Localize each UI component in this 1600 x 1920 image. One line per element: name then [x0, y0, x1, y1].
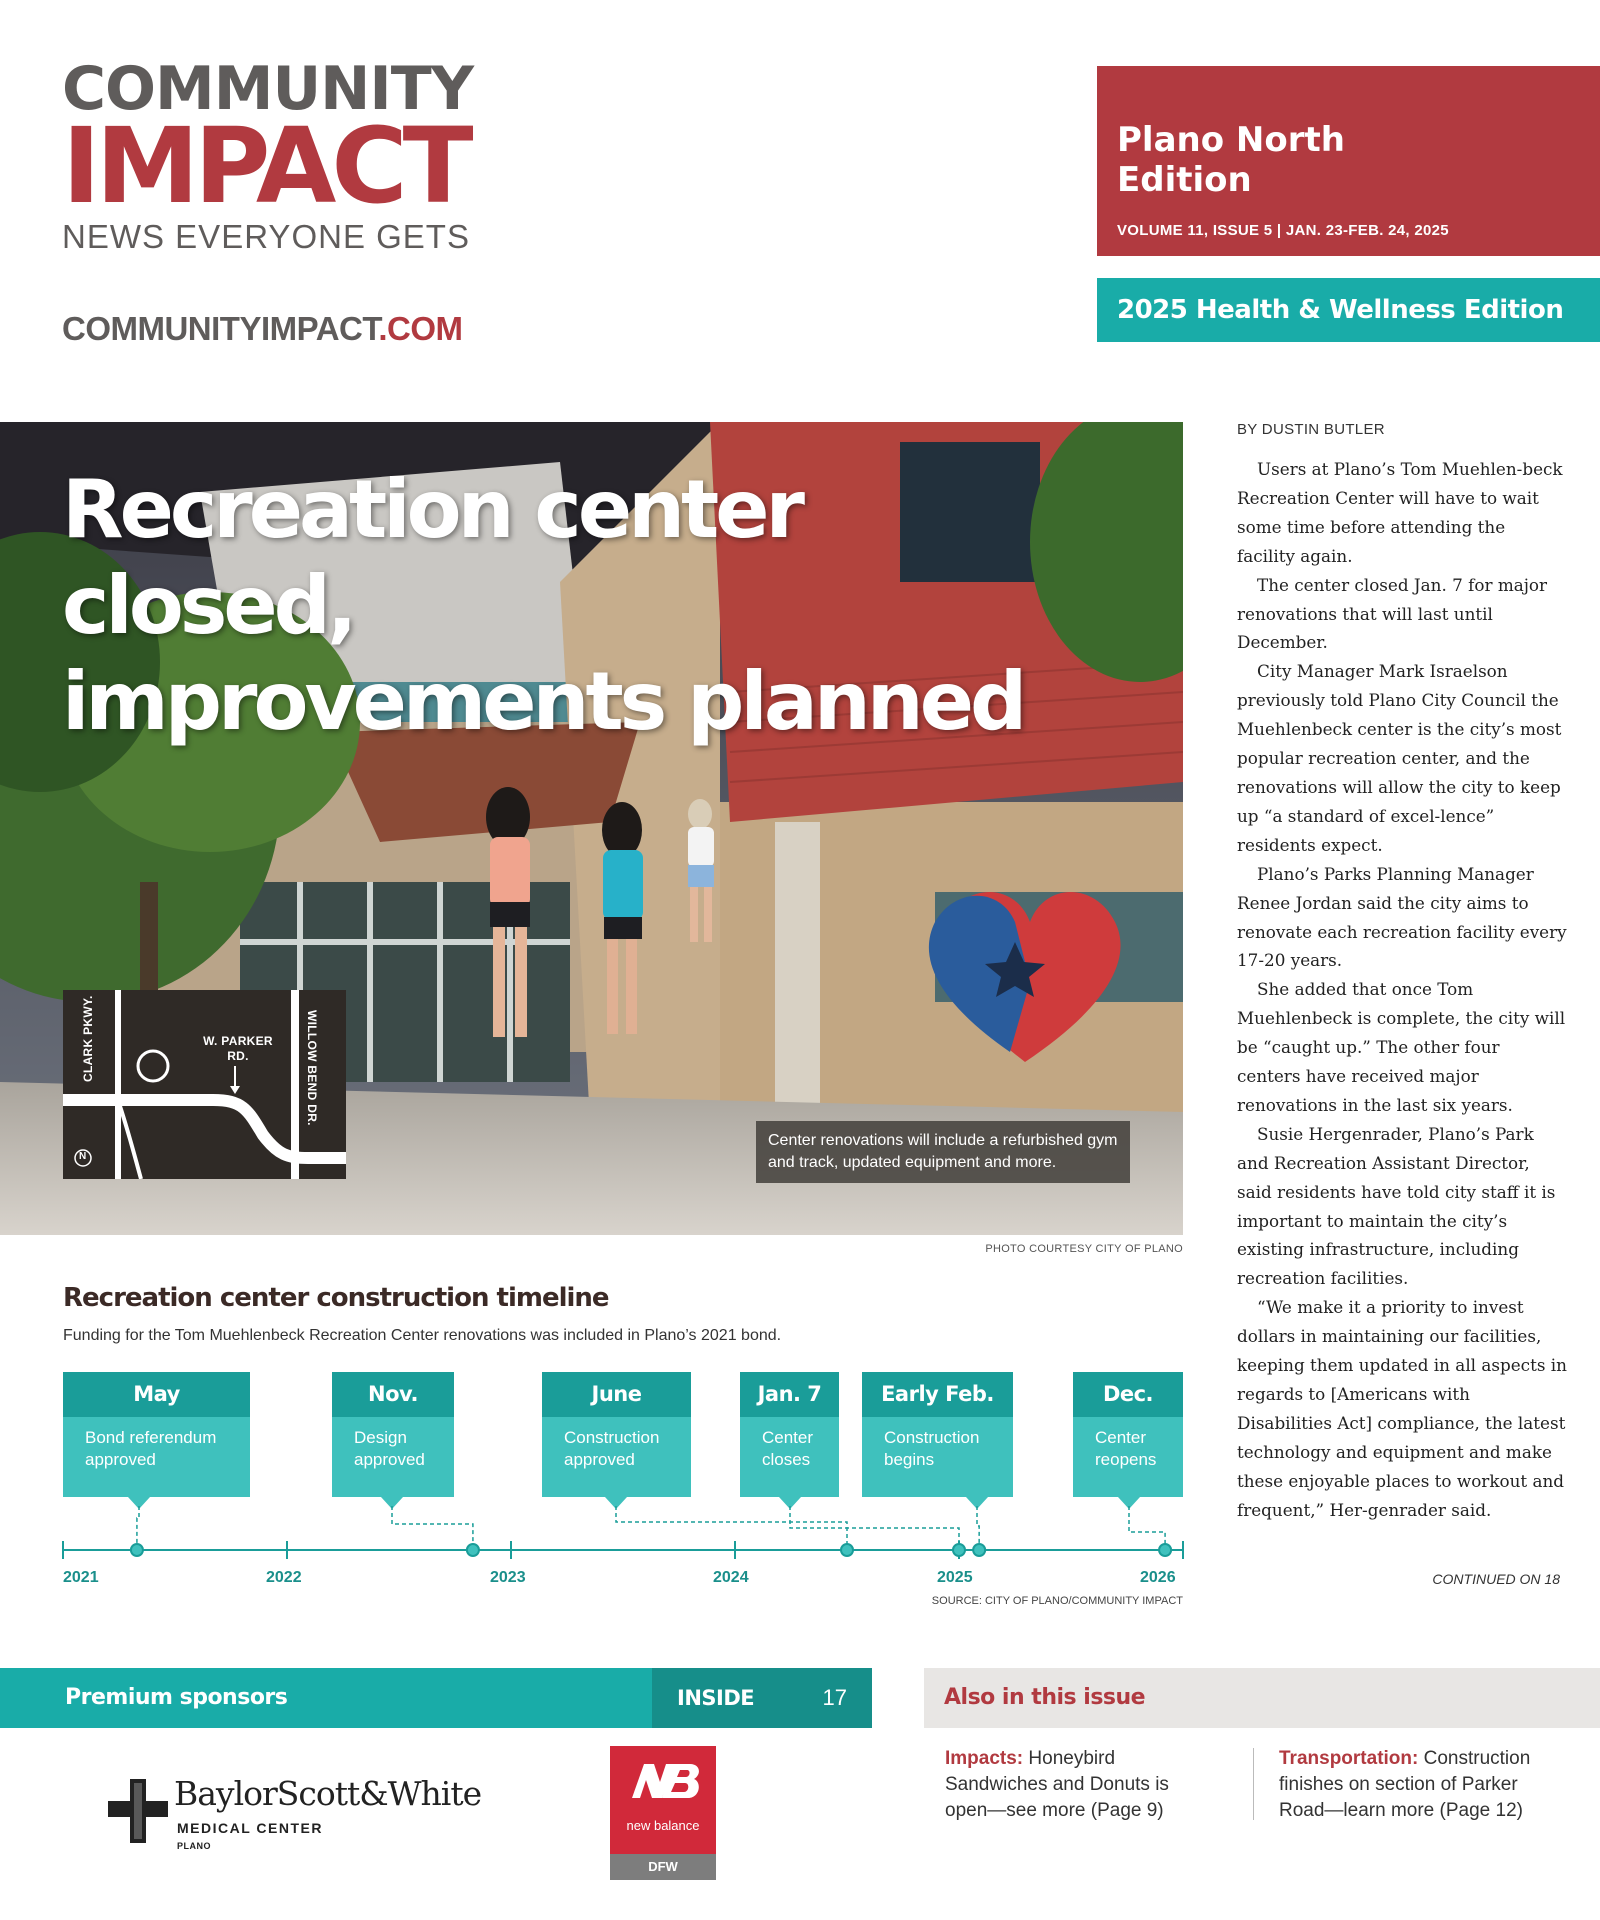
byline: BY DUSTIN BUTLER [1237, 421, 1385, 438]
photo-caption: Center renovations will include a refurbished gym and track, updated equipment and more. [756, 1121, 1130, 1183]
edition-issue: VOLUME 11, ISSUE 5 | JAN. 23-FEB. 24, 2025 [1117, 222, 1449, 239]
article-body [1237, 455, 1567, 1525]
timeline-event-month: Dec. [1073, 1372, 1183, 1417]
site-url-tld: .COM [378, 310, 463, 347]
timeline-event-may [63, 1372, 250, 1497]
baylor-scott-white-logo[interactable] [108, 1774, 482, 1864]
also-item-keyword: Impacts: [945, 1748, 1024, 1769]
timeline-event-dec [1073, 1372, 1183, 1497]
headline-line-1: Recreation center closed, [62, 463, 801, 652]
timeline-event-marker [973, 1544, 985, 1556]
timeline-event-marker [131, 1544, 143, 1556]
timeline-event-desc: Construction approved [564, 1428, 660, 1469]
map-label-willow-bend-dr: WILLOW BEND DR. [305, 1010, 319, 1126]
bsw-location: PLANO [177, 1841, 211, 1851]
timeline-year-2023: 2023 [490, 1569, 526, 1586]
community-impact-logo[interactable] [62, 54, 492, 256]
timeline-event-month: Jan. 7 [740, 1372, 839, 1417]
also-in-this-issue-title: Also in this issue [944, 1685, 1146, 1710]
inside-page-number: 17 [822, 1685, 847, 1710]
logo-tagline: NEWS EVERYONE GETS [62, 218, 470, 255]
bsw-name: BaylorScott&White [174, 1774, 482, 1813]
new-balance-name: new balance [626, 1818, 700, 1833]
new-balance-badge [610, 1746, 716, 1854]
also-divider [1253, 1748, 1254, 1820]
also-item-transportation[interactable] [1279, 1746, 1539, 1824]
timeline-source: SOURCE: CITY OF PLANO/COMMUNITY IMPACT [931, 1595, 1183, 1607]
also-in-this-issue-bar [924, 1668, 1600, 1728]
photo-credit: PHOTO COURTESY CITY OF PLANO [985, 1243, 1183, 1255]
article-paragraph: She added that once Tom Muehlenbeck is complete, the city will be “caught up.” The other four centers have received major renovations in the last six years. [1237, 979, 1566, 1115]
logo-impact-text: IMPACT [62, 105, 469, 227]
edition-name: Plano North Edition [1117, 120, 1345, 200]
timeline-year-2022: 2022 [266, 1569, 302, 1586]
timeline-year-2024: 2024 [713, 1569, 749, 1586]
timeline-year-2026: 2026 [1140, 1569, 1176, 1586]
timeline-event-desc: Bond referendum approved [85, 1428, 217, 1469]
timeline-event-month: May [63, 1372, 250, 1417]
new-balance-logo[interactable] [610, 1746, 716, 1880]
inside-label: INSIDE [677, 1686, 755, 1710]
logo-community-text: COMMUNITY [62, 54, 474, 124]
timeline-axis [63, 1510, 1183, 1570]
timeline-event-marker [953, 1544, 965, 1556]
headline [62, 462, 1112, 750]
headline-line-2: improvements planned [62, 655, 1024, 748]
site-url-main: COMMUNITYIMPACT [62, 310, 379, 347]
site-url-link[interactable] [62, 310, 463, 348]
continued-link[interactable]: CONTINUED ON 18 [1432, 1571, 1560, 1587]
timeline-event-desc: Construction begins [884, 1428, 980, 1469]
also-item-text: Construction finishes on section of Parker Road—learn more (Page 12) [1279, 1748, 1531, 1821]
article-paragraph: Users at Plano’s Tom Muehlen-beck Recreation Center will have to wait some time before attending the facility again. [1237, 459, 1563, 566]
timeline-event-desc: Design approved [354, 1428, 425, 1469]
map-north-icon: N [79, 1151, 87, 1162]
article-paragraph: Susie Hergenrader, Plano’s Park and Recreation Assistant Director, said residents have told city staff it is important to maintain the city’s existing infrastructure, including recreation facilities. [1237, 1123, 1556, 1289]
also-item-text: Honeybird Sandwiches and Donuts is open—see more (Page 9) [945, 1748, 1169, 1821]
special-edition-banner: 2025 Health & Wellness Edition [1097, 278, 1600, 342]
timeline-event-desc: Center closes [762, 1428, 814, 1469]
timeline-event-month: Early Feb. [862, 1372, 1013, 1417]
map-label-clark-pkwy: CLARK PKWY. [81, 995, 95, 1082]
map-label-w-parker-rd: W. PARKER RD. [203, 1034, 273, 1063]
bsw-subtitle: MEDICAL CENTER [177, 1820, 323, 1836]
timeline-title: Recreation center construction timeline [63, 1283, 609, 1313]
timeline-connector [790, 1506, 959, 1550]
article-paragraph: City Manager Mark Israelson previously told Plano City Council the Muehlenbeck center is the city’s most popular recreation center, and the renovations will allow the city to keep up “a standard of excel-lence” residents expect. [1237, 661, 1562, 855]
bsw-cross-icon [108, 1779, 168, 1843]
inside-page-box[interactable] [652, 1668, 872, 1728]
new-balance-nb-icon [610, 1746, 716, 1816]
timeline-event-month: June [542, 1372, 691, 1417]
timeline-event-early-feb [862, 1372, 1013, 1497]
timeline-year-2025: 2025 [937, 1569, 973, 1586]
timeline-event-marker [1159, 1544, 1171, 1556]
timeline-event-jan7 [740, 1372, 839, 1497]
timeline-event-nov [332, 1372, 454, 1497]
timeline-event-marker [841, 1544, 853, 1556]
premium-sponsors-title: Premium sponsors [65, 1685, 288, 1710]
article-paragraph: Plano’s Parks Planning Manager Renee Jordan said the city aims to renovate each recreation facility every 17-20 years. [1237, 863, 1567, 971]
timeline-connector [392, 1506, 473, 1550]
article-paragraph: “We make it a priority to invest dollars in maintaining our facilities, keeping them updated in all aspects in regards to [Americans with Disabilities Act] compliance, the latest technology and equipment and make these enjoyable places to workout and frequent,” Her-genrader said. [1237, 1297, 1567, 1520]
timeline-event-june [542, 1372, 691, 1497]
location-map-inset [63, 990, 346, 1179]
timeline-subtitle: Funding for the Tom Muehlenbeck Recreation Center renovations was included in Plano’s 2021 bond. [63, 1327, 782, 1344]
also-item-keyword: Transportation: [1279, 1748, 1419, 1769]
map-roads [63, 990, 346, 1179]
edition-box [1097, 66, 1600, 256]
timeline-event-marker [467, 1544, 479, 1556]
also-item-impacts[interactable] [945, 1746, 1205, 1824]
timeline-year-2021: 2021 [63, 1569, 99, 1586]
timeline-connector [1129, 1506, 1165, 1550]
new-balance-dfw: DFW [610, 1854, 716, 1880]
article-paragraph: The center closed Jan. 7 for major renovations that will last until December. [1237, 574, 1548, 653]
premium-sponsors-bar [0, 1668, 872, 1728]
timeline-event-month: Nov. [332, 1372, 454, 1417]
timeline-event-desc: Center reopens [1095, 1428, 1157, 1469]
